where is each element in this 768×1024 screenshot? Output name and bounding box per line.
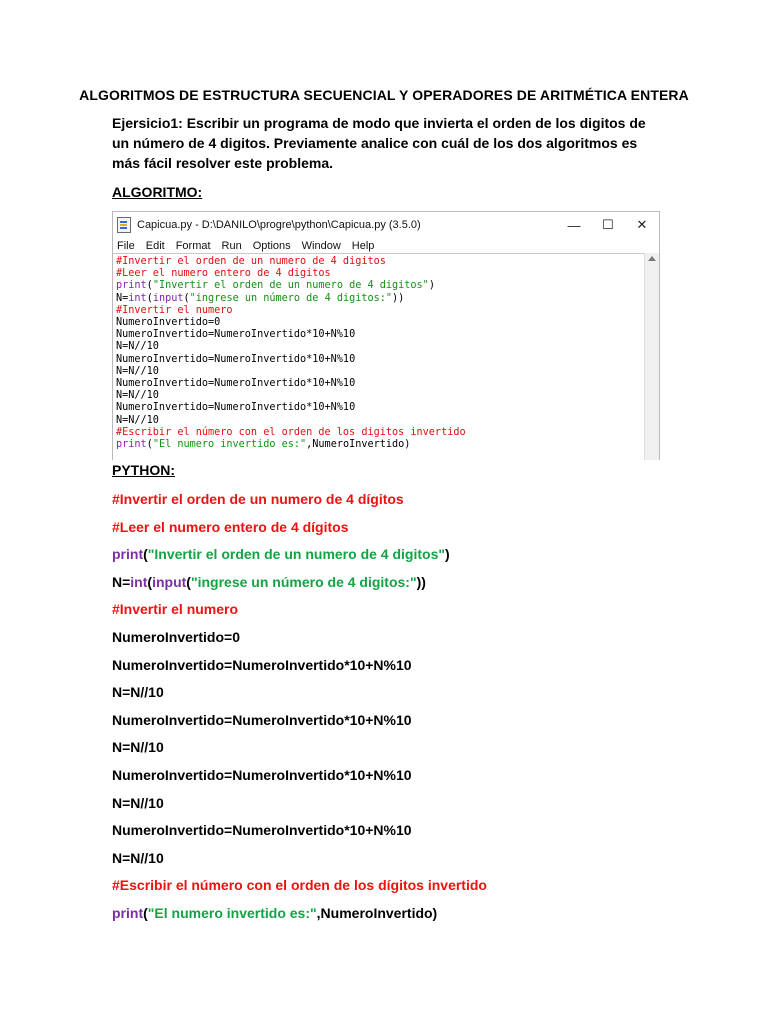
maximize-button[interactable]: ☐: [602, 217, 614, 232]
code-text: N=N//10: [116, 341, 159, 353]
exercise-label: Ejersicio1:: [112, 115, 183, 131]
python-comment: #Leer el numero entero de 4 dígitos: [112, 518, 349, 535]
code-text: )): [392, 292, 405, 304]
code-keyword: print: [116, 439, 147, 451]
python-text: )): [416, 573, 426, 590]
idle-editor-window: [112, 211, 660, 460]
window-title: Capicua.py - D:\DANILO\progre\python\Capicua.py (3.5.0): [137, 219, 421, 231]
python-text: ): [445, 546, 450, 563]
python-line: [112, 820, 672, 848]
code-line: [116, 354, 647, 366]
document-title: ALGORITMOS DE ESTRUCTURA SECUENCIAL Y OPERADORES DE ARITMÉTICA ENTERA: [79, 87, 689, 103]
code-line: [116, 256, 647, 268]
code-line: [116, 293, 647, 305]
python-text: NumeroInvertido=NumeroInvertido*10+N%10: [112, 656, 412, 673]
python-text: NumeroInvertido=NumeroInvertido*10+N%10: [112, 822, 412, 839]
python-text: (: [147, 573, 153, 590]
code-line: [116, 280, 647, 292]
code-text: N=N//10: [116, 414, 159, 426]
python-line: [112, 848, 672, 876]
exercise-text: Escribir un programa de modo que invierta el orden de los digitos de un número de 4 digitos. Previamente analice con cuál de los dos algoritmos es más fácil resolver este problema.: [112, 115, 646, 171]
code-text: N=: [116, 292, 129, 304]
python-listing: [112, 489, 672, 931]
code-text: (: [146, 292, 153, 304]
window-titlebar[interactable]: [113, 212, 659, 238]
code-keyword: int: [128, 292, 147, 304]
python-line: [112, 737, 672, 765]
python-line: [112, 572, 672, 600]
menu-run[interactable]: Run: [221, 240, 242, 252]
code-text: (: [183, 292, 190, 304]
python-string: "Invertir el orden de un numero de 4 digitos": [147, 546, 445, 563]
code-text: NumeroInvertido=NumeroInvertido*10+N%10: [116, 329, 356, 341]
vertical-scrollbar[interactable]: [644, 253, 659, 460]
python-text: NumeroInvertido=0: [112, 628, 240, 645]
code-text: ): [428, 280, 435, 292]
code-line: [116, 402, 647, 414]
code-line: [116, 317, 647, 329]
python-text: N=N//10: [112, 684, 164, 701]
python-line: [112, 489, 672, 517]
python-line: [112, 875, 672, 903]
code-text: (: [146, 439, 153, 451]
python-line: [112, 544, 672, 572]
python-heading: PYTHON:: [112, 462, 175, 478]
code-text: NumeroInvertido=NumeroInvertido*10+N%10: [116, 402, 356, 414]
scroll-up-arrow-icon[interactable]: [648, 256, 656, 261]
python-string: "El numero invertido es:": [147, 904, 317, 921]
code-text: NumeroInvertido=0: [116, 317, 221, 329]
python-line: [112, 517, 672, 545]
python-keyword: print: [112, 904, 144, 921]
code-line: [116, 366, 647, 378]
code-comment: #Escribir el número con el orden de los digitos invertido: [116, 426, 466, 438]
code-line: [116, 427, 647, 439]
python-string: "ingrese un número de 4 digitos:": [190, 573, 417, 590]
menu-options[interactable]: Options: [252, 240, 291, 252]
menu-format[interactable]: Format: [175, 240, 211, 252]
code-line: [116, 390, 647, 402]
python-text: N=N//10: [112, 739, 164, 756]
window-controls: [557, 212, 659, 238]
code-line: [116, 378, 647, 390]
code-keyword: input: [152, 292, 184, 304]
code-line: [116, 341, 647, 353]
menu-window[interactable]: Window: [301, 240, 341, 252]
code-text: ,NumeroInvertido): [306, 439, 411, 451]
code-text: N=N//10: [116, 365, 159, 377]
menu-bar: [113, 238, 659, 254]
minimize-button[interactable]: —: [567, 217, 581, 233]
python-comment: #Invertir el numero: [112, 601, 239, 618]
python-comment: #Invertir el orden de un numero de 4 dígitos: [112, 491, 404, 507]
code-text: N=N//10: [116, 390, 159, 402]
code-text: (: [146, 280, 153, 292]
python-text: N=: [112, 573, 131, 590]
python-text: (: [186, 573, 191, 590]
menu-help[interactable]: Help: [351, 240, 375, 252]
python-line: [112, 655, 672, 683]
python-text: N=N//10: [112, 849, 164, 866]
code-line: [116, 439, 647, 451]
code-text: NumeroInvertido=NumeroInvertido*10+N%10: [116, 353, 356, 365]
exercise-statement: [112, 113, 662, 173]
python-line: [112, 765, 672, 793]
menu-file[interactable]: File: [117, 240, 135, 252]
code-line: [116, 305, 647, 317]
code-string: "El numero invertido es:": [152, 439, 307, 451]
python-keyword: input: [152, 573, 187, 590]
python-text: N=N//10: [112, 794, 164, 811]
code-text: NumeroInvertido=NumeroInvertido*10+N%10: [116, 378, 356, 390]
python-line: [112, 793, 672, 821]
python-line: [112, 627, 672, 655]
python-text: NumeroInvertido=NumeroInvertido*10+N%10: [112, 711, 412, 728]
python-line: [112, 710, 672, 738]
python-text: ,NumeroInvertido): [316, 904, 438, 921]
python-text: (: [143, 904, 148, 921]
code-comment: #Invertir el numero: [116, 304, 233, 316]
code-line: [116, 415, 647, 427]
python-line: [112, 599, 672, 627]
code-keyword: print: [116, 280, 147, 292]
code-line: [116, 329, 647, 341]
menu-edit[interactable]: Edit: [145, 240, 165, 252]
python-keyword: int: [130, 573, 148, 590]
code-string: "Invertir el orden de un numero de 4 digitos": [152, 280, 429, 292]
close-button[interactable]: ✕: [636, 217, 648, 232]
code-comment: #Leer el numero entero de 4 digitos: [116, 268, 331, 280]
python-file-icon: [117, 217, 131, 233]
python-text: (: [143, 546, 148, 563]
python-comment: #Escribir el número con el orden de los dígitos invertido: [112, 877, 487, 894]
python-line: [112, 682, 672, 710]
code-editor[interactable]: [113, 253, 647, 460]
code-line: [116, 268, 647, 280]
python-line: [112, 903, 672, 931]
code-string: "ingrese un número de 4 digitos:": [189, 292, 393, 304]
python-text: NumeroInvertido=NumeroInvertido*10+N%10: [112, 766, 412, 783]
code-comment: #Invertir el orden de un numero de 4 digitos: [116, 256, 386, 267]
python-keyword: print: [112, 546, 144, 563]
algoritmo-heading: ALGORITMO:: [112, 184, 203, 200]
